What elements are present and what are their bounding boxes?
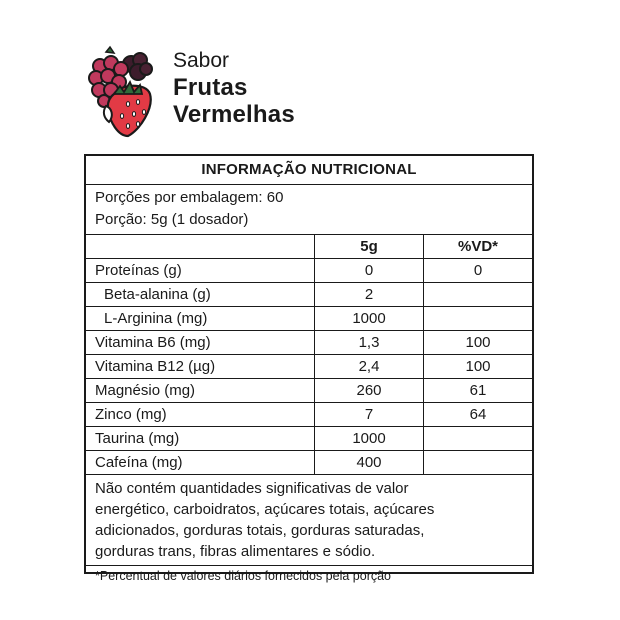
nutrient-amount: 0	[315, 259, 424, 283]
nutrient-disclaimer	[86, 475, 532, 566]
nutrition-label	[84, 154, 534, 583]
table-row	[86, 403, 532, 427]
nutrient-name: Proteínas (g)	[86, 259, 315, 283]
nutrient-amount: 2	[315, 283, 424, 307]
serving-size: Porção: 5g (1 dosador)	[95, 211, 249, 228]
nutrient-dv: 100	[424, 331, 533, 355]
dv-footnote: *Percentual de valores diários fornecidos pela porção	[95, 569, 392, 583]
column-header-amount: 5g	[315, 235, 424, 259]
nutrient-name: Beta-alanina (g)	[86, 283, 315, 307]
nutrient-name: Vitamina B12 (µg)	[86, 355, 315, 379]
nutrient-name: L-Arginina (mg)	[86, 307, 315, 331]
table-header-row	[86, 235, 532, 259]
nutrient-amount: 1000	[315, 307, 424, 331]
nutrient-name: Cafeína (mg)	[86, 451, 315, 475]
column-header-dv: %VD*	[424, 235, 533, 259]
nutrient-name: Vitamina B6 (mg)	[86, 331, 315, 355]
flavor-name-line1: Frutas	[173, 74, 248, 101]
nutrient-amount: 1000	[315, 427, 424, 451]
nutrient-dv	[424, 283, 533, 307]
nutrient-amount: 1,3	[315, 331, 424, 355]
table-row	[86, 259, 532, 283]
nutrient-dv: 61	[424, 379, 533, 403]
table-row	[86, 307, 532, 331]
nutrient-dv	[424, 307, 533, 331]
flavor-header	[84, 44, 384, 140]
nutrient-amount: 260	[315, 379, 424, 403]
nutrient-dv: 0	[424, 259, 533, 283]
nutrient-dv: 64	[424, 403, 533, 427]
nutrient-name: Zinco (mg)	[86, 403, 315, 427]
nutrient-amount: 400	[315, 451, 424, 475]
servings-per-pack: Porções por embalagem: 60	[95, 189, 284, 206]
disclaimer-line: Não contém quantidades significativas de valor	[95, 480, 409, 497]
label-title: INFORMAÇÃO NUTRICIONAL	[86, 156, 532, 185]
nutrient-amount: 2,4	[315, 355, 424, 379]
flavor-prefix: Sabor	[173, 49, 230, 72]
flavor-title	[173, 48, 295, 128]
nutrient-name: Taurina (mg)	[86, 427, 315, 451]
nutrient-dv	[424, 451, 533, 475]
table-row	[86, 379, 532, 403]
flavor-name-line2: Vermelhas	[173, 101, 295, 128]
table-row	[86, 331, 532, 355]
table-row	[86, 355, 532, 379]
disclaimer-line: adicionados, gorduras totais, gorduras saturadas,	[95, 522, 425, 539]
table-row	[86, 427, 532, 451]
table-row	[86, 451, 532, 475]
disclaimer-line: gorduras trans, fibras alimentares e sódio.	[95, 543, 376, 560]
column-header-nutrient	[86, 235, 315, 259]
nutrient-dv	[424, 427, 533, 451]
nutrient-name: Magnésio (mg)	[86, 379, 315, 403]
serving-info	[86, 185, 532, 235]
mixed-berries-icon	[84, 44, 170, 140]
nutrient-dv: 100	[424, 355, 533, 379]
nutrient-amount: 7	[315, 403, 424, 427]
table-row	[86, 283, 532, 307]
disclaimer-line: energético, carboidratos, açúcares totais, açúcares	[95, 501, 435, 518]
nutrient-table	[86, 235, 532, 475]
